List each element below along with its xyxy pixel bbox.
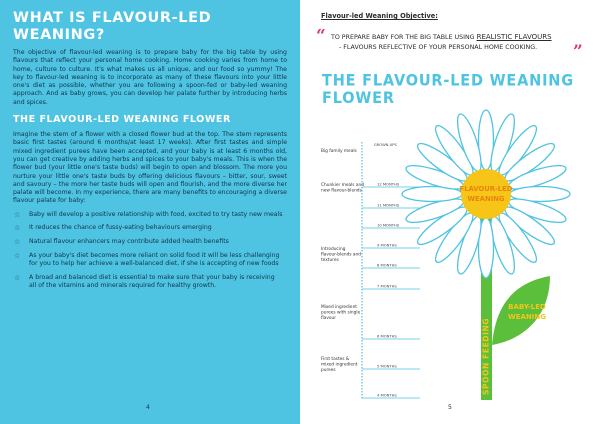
month-tick-label: 5 MONTHS: [377, 364, 397, 369]
month-tick-label: 11 MONTHS: [377, 203, 400, 208]
list-item: [13, 224, 287, 233]
month-tick-label: 4 MONTHS: [377, 393, 397, 398]
axis-top-label: GROWN-UPS: [374, 143, 397, 147]
stage-labels: [321, 148, 364, 373]
weaning-flower-diagram: [300, 0, 600, 424]
benefits-list: [13, 211, 287, 291]
month-tick-label: 7 MONTHS: [377, 284, 397, 289]
stage-label: Mixed ingredient purees with single flavour: [321, 305, 361, 321]
objective-line-2: - FLAVOURS REFLECTIVE OF YOUR PERSONAL HOME COOKING.: [339, 43, 538, 51]
list-item: [13, 238, 287, 247]
sparkle-star-icon: ☆: [14, 237, 21, 246]
section-subheading: THE FLAVOUR-LED WEANING FLOWER: [13, 114, 231, 126]
list-item: [13, 274, 287, 291]
leaf-label-line1: BABY-LED: [508, 303, 546, 311]
flower-center: [461, 169, 511, 219]
sparkle-star-icon: ☆: [14, 224, 21, 233]
month-tick-label: 9 MONTHS: [377, 243, 397, 248]
sparkle-star-icon: ☆: [14, 273, 21, 282]
month-tick-label: 8 MONTHS: [377, 263, 397, 268]
page-number: 4: [146, 404, 150, 411]
sparkle-star-icon: ☆: [14, 251, 21, 260]
stem-label: SPOON FEEDING: [481, 317, 491, 395]
flower-title: THE FLAVOUR-LED WEANING FLOWER: [322, 72, 574, 108]
flower-center-label-line1: FLAVOUR-LED: [459, 185, 513, 193]
page-heading: WHAT IS FLAVOUR-LED WEANING?: [13, 10, 212, 43]
close-quote-icon: ”: [573, 42, 583, 62]
list-item-text: A broad and balanced diet is essential to make sure that your baby is receiving all of the vitamins and minerals required for healthy growth.: [29, 273, 275, 290]
list-item-text: Baby will develop a positive relationship with food, excited to try tasty new meals: [29, 210, 283, 218]
list-item-text: As your baby's diet becomes more reliant on solid food it will be less challenging for you to help her achieve a well-balanced diet, if she is accepting of new foods: [29, 251, 280, 268]
open-quote-icon: “: [316, 26, 326, 46]
stage-label: First tastes & mixed ingredient purees: [321, 357, 358, 373]
month-tick-label: 6 MONTHS: [377, 334, 397, 339]
objective-line-1: TO PREPARE BABY FOR THE BIG TABLE USING: [331, 34, 477, 41]
intro-paragraph: The objective of flavour-led weaning is to prepare baby for the big table by using flavours that reflect your personal home cooking. Home cooking varies from home to home, culture to culture. It's what makes us all unique, and our food so yummy! The key to flavour-led weaning is to incorporate as many of these flavours into your little one's diet as possible, whether you are following a spoon-fed or baby-led weaning approach. And as baby grows, you can develop her palate further by introducing herbs and spices.: [13, 49, 287, 106]
page-number: 5: [448, 404, 452, 411]
right-page: [300, 0, 600, 424]
sparkle-star-icon: ☆: [14, 210, 21, 219]
stage-label: Big family meals: [321, 149, 357, 154]
stage-label: Introducing flavour-blends and textures: [321, 247, 361, 263]
objective-highlight: REALISTIC FLAVOURS: [476, 33, 552, 41]
list-item: [13, 211, 287, 220]
month-tick-label: 10 MONTHS: [377, 223, 400, 228]
list-item-text: Natural flavour enhancers may contribute added health benefits: [29, 237, 229, 245]
body-paragraph: Imagine the stem of a flower with a closed flower bud at the top. The stem represents basic first tastes (around 6 months/at least 17 weeks). After first tastes and simple mixed ingredient purees have been accepted, and your baby is at least 6 months old, you can get creative by adding herbs and spices to your baby's meals. This is when the flower bud (your little one's taste buds) will begin to open and blossom. The more you nurture your little one's taste buds by offering delicious flavours – bitter, sour, sweet and savoury – the more her taste buds will open and flourish, and the more diverse her palate will become. In my experience, there are many benefits to encouraging a diverse flavour palate for baby:: [13, 131, 287, 205]
list-item: [13, 252, 287, 269]
flower-center-label-line2: WEANING: [467, 195, 505, 203]
month-tick-label: 12 MONTHS: [377, 182, 400, 187]
stage-label: Chunkier meals and new flavour-blends: [321, 183, 364, 194]
list-item-text: It reduces the chance of fussy-eating behaviours emerging: [29, 224, 212, 232]
leaf-label-line2: WEANING: [508, 313, 546, 321]
objective-title: Flavour-led Weaning Objective:: [321, 12, 438, 20]
